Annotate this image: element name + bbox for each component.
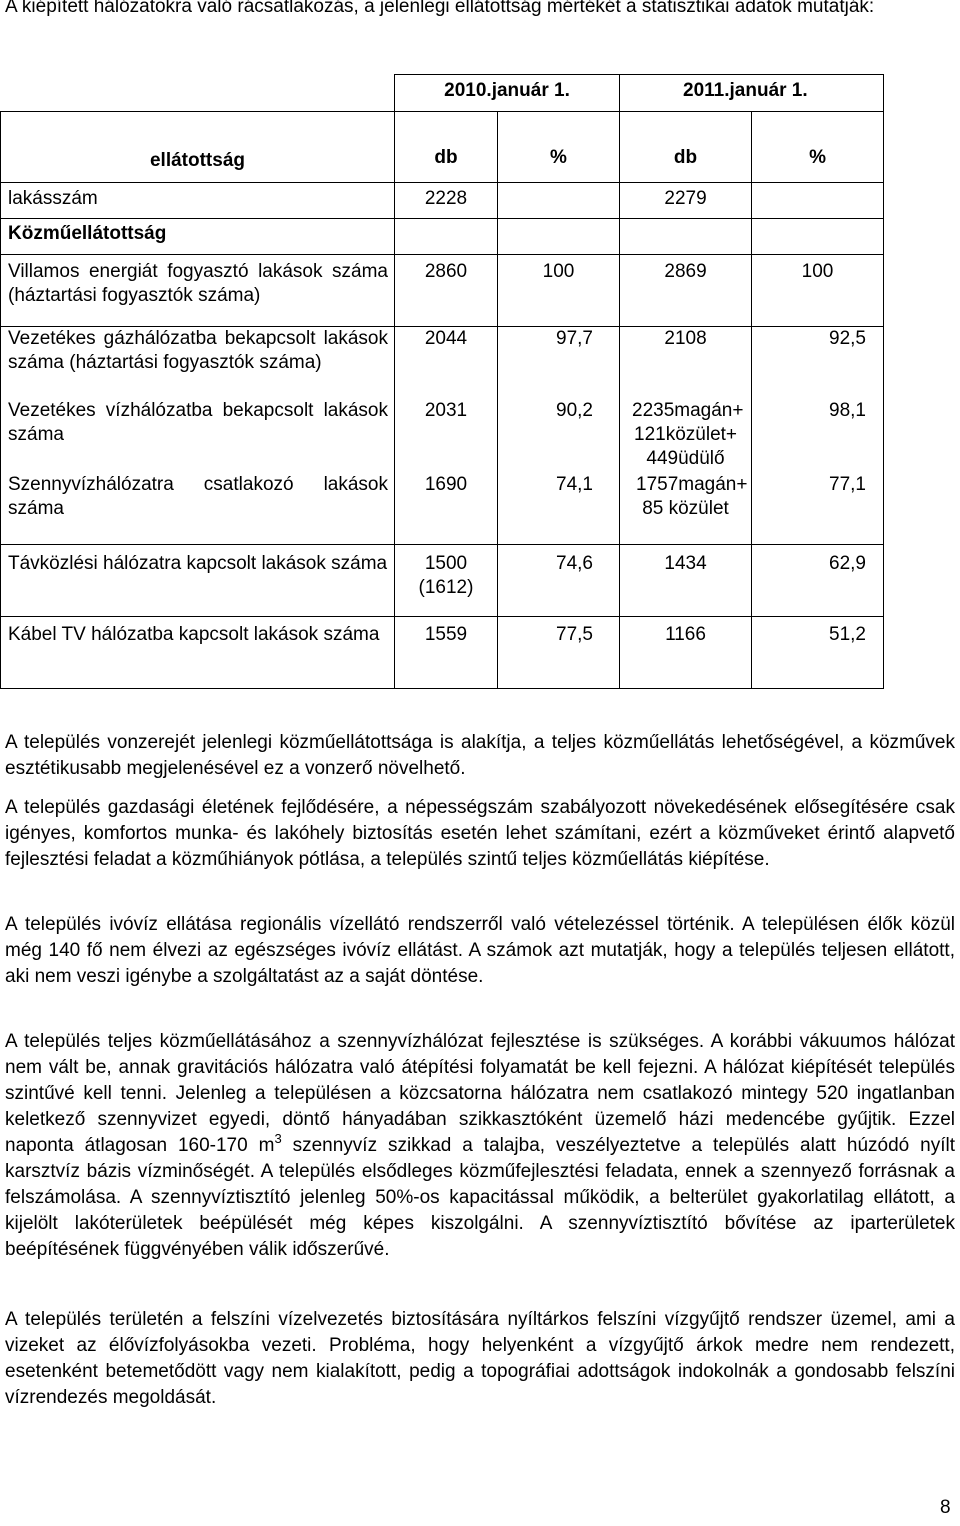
table-row xyxy=(1,255,884,327)
table-row xyxy=(1,219,884,255)
row-value: 2108 xyxy=(620,327,752,399)
row-value: 51,2 xyxy=(752,617,884,689)
row-value: 2279 xyxy=(620,183,752,219)
row-value: 1559 xyxy=(395,617,498,689)
row-value: 1690 xyxy=(395,472,498,545)
date-2010: 2010.január 1. xyxy=(395,75,620,112)
body-text: A település teljes közműellátásához a szennyvízhálózat fejlesztése is szükséges. A korábbi vákuumos hálózat nem vált be, annak gravitációs hálózatra való átépítési folyamatát be kell fejezni. A hálózat kiépítését település szintűvé kell tenni. Jelenleg a településen a közcsatorna hálózatra nem csatlakozó mintegy 520 ingatlanban keletkező szennyvizet egyedi, döntő hányadában szikkasztóként üzemelő házi medencébe gyűjtik. Ezzel naponta átlagosan 160-170 m xyxy=(5,1031,955,1156)
row-label: Szennyvízhálózatra csatlakozó lakások száma xyxy=(1,472,395,545)
header-db-2010: db xyxy=(395,112,498,183)
header-pct-2011: % xyxy=(752,112,884,183)
table-date-row xyxy=(1,75,884,112)
row-value xyxy=(620,219,752,255)
row-value: 1500 (1612) xyxy=(395,545,498,617)
row-value: 2869 xyxy=(620,255,752,327)
table-row xyxy=(1,399,884,472)
row-value: 62,9 xyxy=(752,545,884,617)
row-label: Vezetékes gázhálózatba bekapcsolt lakások száma (háztartási fogyasztók száma) xyxy=(1,327,395,399)
body-text: szennyvíz szikkad a talajba, veszélyeztetve a település alatt húzódó nyílt karsztvíz bázis vízminőségét. A település elsődleges közműfejlesztési feladata, ennek a szennyező forrásnak a felszámolása. A szennyvíztisztító jelenleg 50%-os kapacitással működik, a belterület gyakorlatilag ellátott, a kijelölt lakóterületek beépülését még képes kiszolgálni. A szennyvíztisztító bővítése az iparterületek beépítésének függvényében válik időszerűvé. xyxy=(5,1135,955,1260)
row-value: 1757magán+ 85 közület xyxy=(620,472,752,545)
row-label: Közműellátottság xyxy=(1,219,395,255)
row-label: Távközlési hálózatra kapcsolt lakások száma xyxy=(1,545,395,617)
row-value xyxy=(752,183,884,219)
table-row xyxy=(1,472,884,545)
row-value: 77,1 xyxy=(752,472,884,545)
row-label: lakásszám xyxy=(1,183,395,219)
intro-paragraph: A kiépített hálózatokra való rácsatlakozás, a jelenlegi ellátottság mértékét a statisztikai adatok mutatják: xyxy=(5,0,875,17)
row-value: 74,1 xyxy=(498,472,620,545)
row-value: 2031 xyxy=(395,399,498,472)
body-paragraph: A település ivóvíz ellátása regionális vízellátó rendszerről való vételezéssel történik. A településen élők közül még 140 fő nem élvezi az egészséges ivóvíz ellátást. A számok azt mutatják, hogy a település teljesen ellátott, aki nem veszi igénybe a szolgáltatást az a saját döntése. xyxy=(5,914,955,987)
body-paragraph: A település területén a felszíni vízelvezetés biztosítására nyíltárkos felszíni vízgyűjtő rendszer üzemel, ami a vizeket az élővízfolyásokba vezeti. Probléma, hogy helyenként a vízgyűjtő árkok medre nem rendezett, esetenként betemetődött vagy nem kialakított, pedig a topográfiai adottságok indokolnák a gondosabb felszíni vízrendezés megoldását. xyxy=(5,1309,955,1408)
row-label: Kábel TV hálózatba kapcsolt lakások száma xyxy=(1,617,395,689)
row-value: 74,6 xyxy=(498,545,620,617)
table-row xyxy=(1,327,884,399)
row-value xyxy=(395,219,498,255)
row-value: 2235magán+ 121közület+ 449üdülő xyxy=(620,399,752,472)
row-value: 98,1 xyxy=(752,399,884,472)
row-label: Vezetékes vízhálózatba bekapcsolt lakások száma xyxy=(1,399,395,472)
page-number: 8 xyxy=(940,1497,951,1518)
header-db-2011: db xyxy=(620,112,752,183)
row-value: 77,5 xyxy=(498,617,620,689)
row-value: 1166 xyxy=(620,617,752,689)
utility-table xyxy=(0,74,884,689)
row-value xyxy=(498,183,620,219)
row-value xyxy=(498,219,620,255)
date-2011: 2011.január 1. xyxy=(620,75,884,112)
row-value: 97,7 xyxy=(498,327,620,399)
row-value: 100 xyxy=(752,255,884,327)
body-paragraph: A település gazdasági életének fejlődésére, a népességszám szabályozott növekedésének elősegítésére csak igényes, komfortos munka- és lakóhely biztosítás esetén lehet számítani, ezért a közműveket érintő alapvető fejlesztési feladat a közműhiányok pótlása, a település szintű teljes közműellátás kiépítése. xyxy=(5,797,955,870)
row-value: 100 xyxy=(498,255,620,327)
row-value: 92,5 xyxy=(752,327,884,399)
table-row xyxy=(1,617,884,689)
row-value: 90,2 xyxy=(498,399,620,472)
body-paragraph xyxy=(5,1029,955,1263)
row-label: Villamos energiát fogyasztó lakások száma (háztartási fogyasztók száma) xyxy=(1,255,395,327)
row-value xyxy=(752,219,884,255)
body-paragraph: A település vonzerejét jelenlegi közműellátottsága is alakítja, a teljes közműellátás lehetőségével, a közművek esztétikusabb megjelenésével ez a vonzerő növelhető. xyxy=(5,732,955,779)
table-header-row xyxy=(1,112,884,183)
row-value: 2228 xyxy=(395,183,498,219)
row-value: 2044 xyxy=(395,327,498,399)
table-row xyxy=(1,183,884,219)
row-value: 1434 xyxy=(620,545,752,617)
row-value: 2860 xyxy=(395,255,498,327)
header-pct-2010: % xyxy=(498,112,620,183)
table-row xyxy=(1,545,884,617)
superscript: 3 xyxy=(274,1130,282,1146)
header-ellatottsag: ellátottság xyxy=(1,112,395,183)
